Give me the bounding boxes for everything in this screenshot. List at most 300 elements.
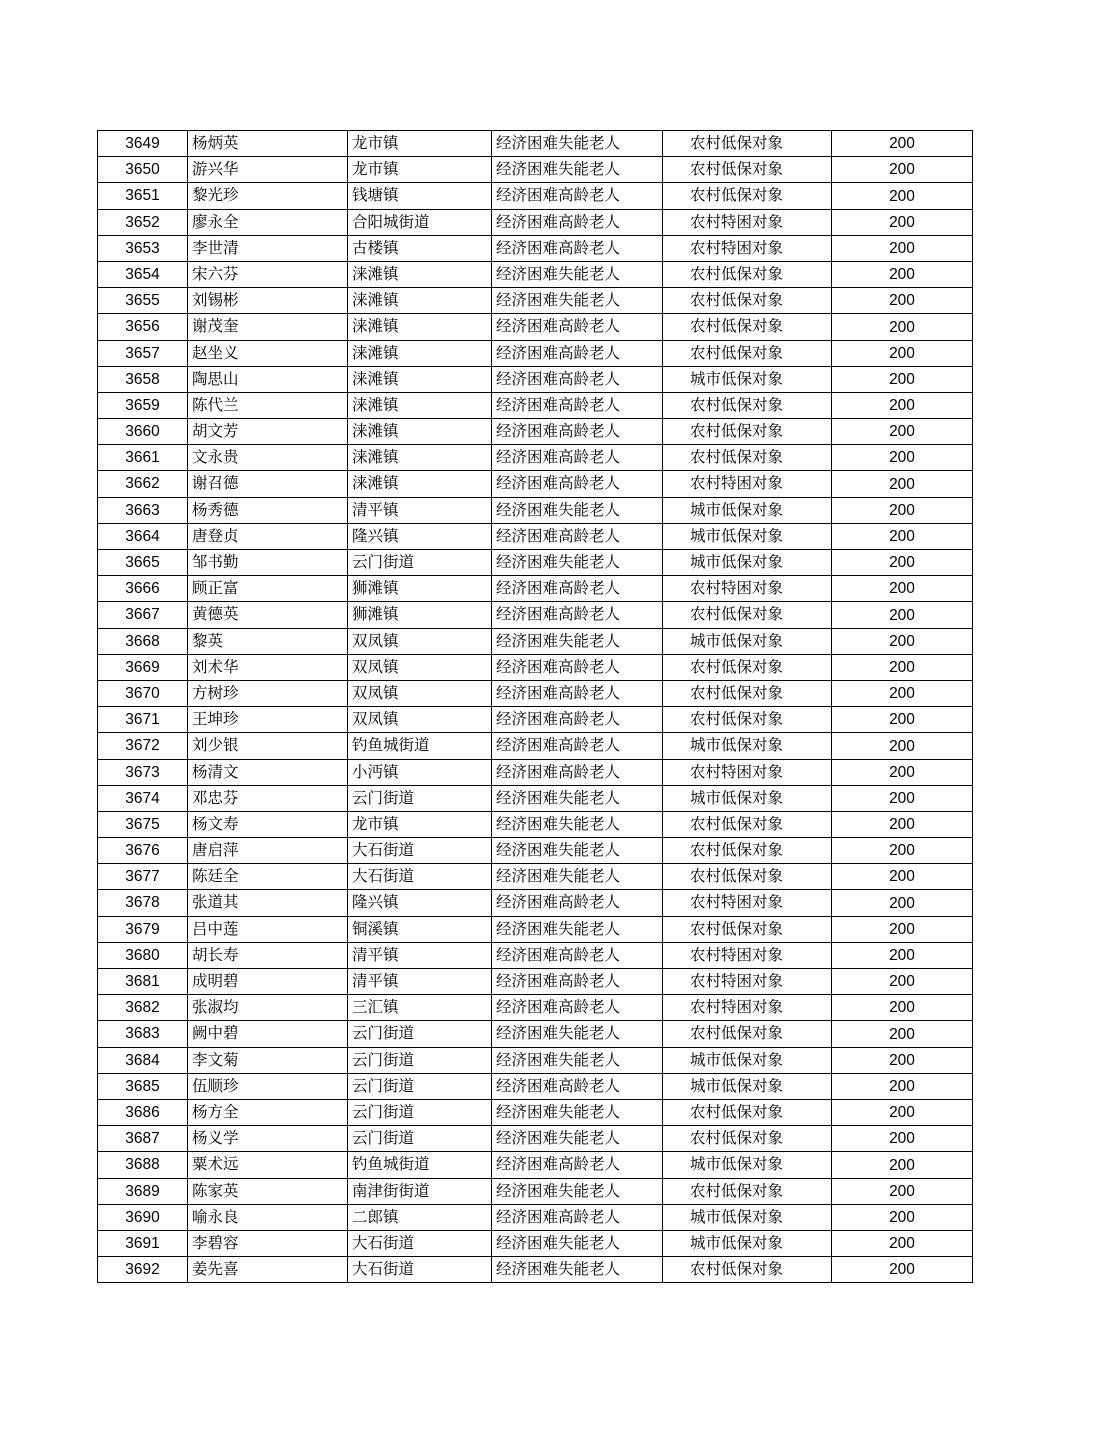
- category-cell: 经济困难失能老人: [492, 916, 663, 942]
- table-row: [98, 1099, 973, 1125]
- category-cell: 经济困难高龄老人: [492, 445, 663, 471]
- name-cell: 黎光珍: [188, 183, 348, 209]
- category-cell: 经济困难失能老人: [492, 864, 663, 890]
- name-cell: 唐登贞: [188, 523, 348, 549]
- name-cell: 王坤珍: [188, 707, 348, 733]
- category-cell: 经济困难高龄老人: [492, 602, 663, 628]
- name-cell: 阙中碧: [188, 1021, 348, 1047]
- row-number-cell: 3683: [98, 1021, 188, 1047]
- table-row: [98, 838, 973, 864]
- row-number-cell: 3680: [98, 942, 188, 968]
- table-row: [98, 1073, 973, 1099]
- name-cell: 廖永全: [188, 209, 348, 235]
- amount-cell: 200: [832, 1073, 973, 1099]
- table-row: [98, 942, 973, 968]
- table-row: [98, 209, 973, 235]
- row-number-cell: 3687: [98, 1126, 188, 1152]
- row-number-cell: 3690: [98, 1204, 188, 1230]
- row-number-cell: 3669: [98, 654, 188, 680]
- category-cell: 经济困难失能老人: [492, 550, 663, 576]
- town-cell: 三汇镇: [348, 995, 492, 1021]
- amount-cell: 200: [832, 628, 973, 654]
- table-row: [98, 523, 973, 549]
- table-row: [98, 1178, 973, 1204]
- row-number-cell: 3651: [98, 183, 188, 209]
- town-cell: 龙市镇: [348, 811, 492, 837]
- table-row: [98, 471, 973, 497]
- name-cell: 顾正富: [188, 576, 348, 602]
- category-cell: 经济困难失能老人: [492, 1230, 663, 1256]
- amount-cell: 200: [832, 733, 973, 759]
- table-row: [98, 759, 973, 785]
- town-cell: 清平镇: [348, 969, 492, 995]
- assistance-type-cell: 农村低保对象: [663, 340, 832, 366]
- row-number-cell: 3660: [98, 419, 188, 445]
- name-cell: 邹书勤: [188, 550, 348, 576]
- row-number-cell: 3682: [98, 995, 188, 1021]
- town-cell: 云门街道: [348, 785, 492, 811]
- table-row: [98, 550, 973, 576]
- assistance-type-cell: 农村低保对象: [663, 419, 832, 445]
- name-cell: 张道其: [188, 890, 348, 916]
- category-cell: 经济困难失能老人: [492, 1126, 663, 1152]
- table-row: [98, 890, 973, 916]
- town-cell: 云门街道: [348, 1073, 492, 1099]
- row-number-cell: 3672: [98, 733, 188, 759]
- name-cell: 杨炳英: [188, 131, 348, 157]
- row-number-cell: 3677: [98, 864, 188, 890]
- assistance-type-cell: 城市低保对象: [663, 366, 832, 392]
- roster-body: [98, 131, 973, 1283]
- assistance-type-cell: 农村特困对象: [663, 995, 832, 1021]
- town-cell: 狮滩镇: [348, 602, 492, 628]
- category-cell: 经济困难高龄老人: [492, 523, 663, 549]
- row-number-cell: 3691: [98, 1230, 188, 1256]
- category-cell: 经济困难高龄老人: [492, 366, 663, 392]
- category-cell: 经济困难高龄老人: [492, 471, 663, 497]
- assistance-type-cell: 城市低保对象: [663, 1047, 832, 1073]
- category-cell: 经济困难高龄老人: [492, 680, 663, 706]
- town-cell: 隆兴镇: [348, 523, 492, 549]
- amount-cell: 200: [832, 890, 973, 916]
- assistance-type-cell: 农村低保对象: [663, 1178, 832, 1204]
- assistance-type-cell: 城市低保对象: [663, 1152, 832, 1178]
- category-cell: 经济困难高龄老人: [492, 942, 663, 968]
- amount-cell: 200: [832, 942, 973, 968]
- category-cell: 经济困难失能老人: [492, 785, 663, 811]
- table-row: [98, 733, 973, 759]
- town-cell: 云门街道: [348, 550, 492, 576]
- assistance-type-cell: 农村特困对象: [663, 209, 832, 235]
- category-cell: 经济困难高龄老人: [492, 392, 663, 418]
- category-cell: 经济困难高龄老人: [492, 890, 663, 916]
- table-row: [98, 183, 973, 209]
- town-cell: 涞滩镇: [348, 471, 492, 497]
- row-number-cell: 3662: [98, 471, 188, 497]
- row-number-cell: 3649: [98, 131, 188, 157]
- name-cell: 粟术远: [188, 1152, 348, 1178]
- assistance-type-cell: 农村低保对象: [663, 654, 832, 680]
- amount-cell: 200: [832, 314, 973, 340]
- category-cell: 经济困难高龄老人: [492, 969, 663, 995]
- assistance-type-cell: 农村低保对象: [663, 838, 832, 864]
- assistance-type-cell: 农村低保对象: [663, 811, 832, 837]
- amount-cell: 200: [832, 707, 973, 733]
- town-cell: 隆兴镇: [348, 890, 492, 916]
- row-number-cell: 3671: [98, 707, 188, 733]
- row-number-cell: 3665: [98, 550, 188, 576]
- amount-cell: 200: [832, 1178, 973, 1204]
- assistance-type-cell: 农村低保对象: [663, 314, 832, 340]
- row-number-cell: 3654: [98, 261, 188, 287]
- assistance-type-cell: 农村特困对象: [663, 235, 832, 261]
- table-row: [98, 680, 973, 706]
- category-cell: 经济困难高龄老人: [492, 183, 663, 209]
- assistance-type-cell: 城市低保对象: [663, 1204, 832, 1230]
- name-cell: 陶思山: [188, 366, 348, 392]
- assistance-type-cell: 城市低保对象: [663, 1073, 832, 1099]
- row-number-cell: 3678: [98, 890, 188, 916]
- amount-cell: 200: [832, 1230, 973, 1256]
- table-row: [98, 811, 973, 837]
- town-cell: 双凤镇: [348, 628, 492, 654]
- amount-cell: 200: [832, 602, 973, 628]
- name-cell: 邓忠芬: [188, 785, 348, 811]
- amount-cell: 200: [832, 1204, 973, 1230]
- name-cell: 李碧容: [188, 1230, 348, 1256]
- town-cell: 双凤镇: [348, 680, 492, 706]
- row-number-cell: 3684: [98, 1047, 188, 1073]
- name-cell: 杨秀德: [188, 497, 348, 523]
- assistance-type-cell: 农村低保对象: [663, 1257, 832, 1283]
- town-cell: 大石街道: [348, 838, 492, 864]
- name-cell: 谢召德: [188, 471, 348, 497]
- amount-cell: 200: [832, 340, 973, 366]
- row-number-cell: 3676: [98, 838, 188, 864]
- amount-cell: 200: [832, 209, 973, 235]
- assistance-type-cell: 农村低保对象: [663, 183, 832, 209]
- town-cell: 云门街道: [348, 1126, 492, 1152]
- amount-cell: 200: [832, 1257, 973, 1283]
- amount-cell: 200: [832, 576, 973, 602]
- amount-cell: 200: [832, 654, 973, 680]
- amount-cell: 200: [832, 969, 973, 995]
- assistance-type-cell: 城市低保对象: [663, 497, 832, 523]
- row-number-cell: 3667: [98, 602, 188, 628]
- row-number-cell: 3657: [98, 340, 188, 366]
- name-cell: 游兴华: [188, 157, 348, 183]
- assistance-type-cell: 农村低保对象: [663, 1126, 832, 1152]
- row-number-cell: 3692: [98, 1257, 188, 1283]
- category-cell: 经济困难失能老人: [492, 1178, 663, 1204]
- name-cell: 刘锡彬: [188, 288, 348, 314]
- town-cell: 双凤镇: [348, 707, 492, 733]
- name-cell: 伍顺珍: [188, 1073, 348, 1099]
- assistance-type-cell: 农村低保对象: [663, 864, 832, 890]
- amount-cell: 200: [832, 183, 973, 209]
- name-cell: 刘少银: [188, 733, 348, 759]
- category-cell: 经济困难失能老人: [492, 497, 663, 523]
- name-cell: 陈代兰: [188, 392, 348, 418]
- table-row: [98, 864, 973, 890]
- name-cell: 赵坐义: [188, 340, 348, 366]
- amount-cell: 200: [832, 759, 973, 785]
- row-number-cell: 3674: [98, 785, 188, 811]
- name-cell: 胡文芳: [188, 419, 348, 445]
- name-cell: 胡长寿: [188, 942, 348, 968]
- category-cell: 经济困难高龄老人: [492, 209, 663, 235]
- town-cell: 大石街道: [348, 1230, 492, 1256]
- subsidy-roster-table: [97, 130, 973, 1283]
- name-cell: 杨义学: [188, 1126, 348, 1152]
- town-cell: 清平镇: [348, 497, 492, 523]
- category-cell: 经济困难高龄老人: [492, 759, 663, 785]
- town-cell: 云门街道: [348, 1021, 492, 1047]
- row-number-cell: 3670: [98, 680, 188, 706]
- amount-cell: 200: [832, 864, 973, 890]
- assistance-type-cell: 农村特困对象: [663, 890, 832, 916]
- assistance-type-cell: 农村特困对象: [663, 969, 832, 995]
- row-number-cell: 3656: [98, 314, 188, 340]
- amount-cell: 200: [832, 1152, 973, 1178]
- name-cell: 姜先喜: [188, 1257, 348, 1283]
- assistance-type-cell: 农村低保对象: [663, 445, 832, 471]
- town-cell: 铜溪镇: [348, 916, 492, 942]
- amount-cell: 200: [832, 680, 973, 706]
- name-cell: 吕中莲: [188, 916, 348, 942]
- name-cell: 成明碧: [188, 969, 348, 995]
- row-number-cell: 3668: [98, 628, 188, 654]
- row-number-cell: 3664: [98, 523, 188, 549]
- name-cell: 杨方全: [188, 1099, 348, 1125]
- table-row: [98, 419, 973, 445]
- row-number-cell: 3650: [98, 157, 188, 183]
- name-cell: 李文菊: [188, 1047, 348, 1073]
- row-number-cell: 3655: [98, 288, 188, 314]
- amount-cell: 200: [832, 785, 973, 811]
- name-cell: 刘术华: [188, 654, 348, 680]
- amount-cell: 200: [832, 471, 973, 497]
- name-cell: 喻永良: [188, 1204, 348, 1230]
- town-cell: 小沔镇: [348, 759, 492, 785]
- town-cell: 大石街道: [348, 864, 492, 890]
- assistance-type-cell: 城市低保对象: [663, 628, 832, 654]
- table-row: [98, 1047, 973, 1073]
- row-number-cell: 3652: [98, 209, 188, 235]
- row-number-cell: 3689: [98, 1178, 188, 1204]
- category-cell: 经济困难高龄老人: [492, 995, 663, 1021]
- category-cell: 经济困难高龄老人: [492, 340, 663, 366]
- category-cell: 经济困难失能老人: [492, 1047, 663, 1073]
- table-row: [98, 157, 973, 183]
- category-cell: 经济困难高龄老人: [492, 576, 663, 602]
- town-cell: 钓鱼城街道: [348, 733, 492, 759]
- category-cell: 经济困难失能老人: [492, 131, 663, 157]
- row-number-cell: 3666: [98, 576, 188, 602]
- category-cell: 经济困难失能老人: [492, 1099, 663, 1125]
- amount-cell: 200: [832, 419, 973, 445]
- table-row: [98, 969, 973, 995]
- row-number-cell: 3663: [98, 497, 188, 523]
- town-cell: 大石街道: [348, 1257, 492, 1283]
- table-row: [98, 628, 973, 654]
- assistance-type-cell: 城市低保对象: [663, 1230, 832, 1256]
- assistance-type-cell: 农村低保对象: [663, 288, 832, 314]
- town-cell: 二郎镇: [348, 1204, 492, 1230]
- table-row: [98, 1126, 973, 1152]
- town-cell: 钓鱼城街道: [348, 1152, 492, 1178]
- assistance-type-cell: 农村低保对象: [663, 1099, 832, 1125]
- name-cell: 杨清文: [188, 759, 348, 785]
- town-cell: 古楼镇: [348, 235, 492, 261]
- amount-cell: 200: [832, 261, 973, 287]
- name-cell: 陈家英: [188, 1178, 348, 1204]
- amount-cell: 200: [832, 1099, 973, 1125]
- assistance-type-cell: 农村低保对象: [663, 707, 832, 733]
- town-cell: 涞滩镇: [348, 392, 492, 418]
- category-cell: 经济困难高龄老人: [492, 419, 663, 445]
- category-cell: 经济困难高龄老人: [492, 1152, 663, 1178]
- amount-cell: 200: [832, 1021, 973, 1047]
- amount-cell: 200: [832, 523, 973, 549]
- assistance-type-cell: 农村低保对象: [663, 680, 832, 706]
- category-cell: 经济困难失能老人: [492, 261, 663, 287]
- table-row: [98, 497, 973, 523]
- category-cell: 经济困难失能老人: [492, 838, 663, 864]
- amount-cell: 200: [832, 392, 973, 418]
- table-row: [98, 288, 973, 314]
- row-number-cell: 3681: [98, 969, 188, 995]
- amount-cell: 200: [832, 838, 973, 864]
- name-cell: 唐启萍: [188, 838, 348, 864]
- table-row: [98, 131, 973, 157]
- town-cell: 涞滩镇: [348, 445, 492, 471]
- town-cell: 涞滩镇: [348, 261, 492, 287]
- table-row: [98, 235, 973, 261]
- assistance-type-cell: 农村低保对象: [663, 916, 832, 942]
- row-number-cell: 3653: [98, 235, 188, 261]
- assistance-type-cell: 农村特困对象: [663, 942, 832, 968]
- category-cell: 经济困难高龄老人: [492, 314, 663, 340]
- town-cell: 云门街道: [348, 1099, 492, 1125]
- row-number-cell: 3658: [98, 366, 188, 392]
- name-cell: 宋六芬: [188, 261, 348, 287]
- name-cell: 李世清: [188, 235, 348, 261]
- row-number-cell: 3659: [98, 392, 188, 418]
- assistance-type-cell: 农村低保对象: [663, 1021, 832, 1047]
- town-cell: 涞滩镇: [348, 288, 492, 314]
- category-cell: 经济困难失能老人: [492, 157, 663, 183]
- amount-cell: 200: [832, 995, 973, 1021]
- assistance-type-cell: 农村低保对象: [663, 602, 832, 628]
- town-cell: 龙市镇: [348, 157, 492, 183]
- table-row: [98, 1257, 973, 1283]
- assistance-type-cell: 农村低保对象: [663, 261, 832, 287]
- amount-cell: 200: [832, 550, 973, 576]
- assistance-type-cell: 农村低保对象: [663, 392, 832, 418]
- category-cell: 经济困难高龄老人: [492, 654, 663, 680]
- town-cell: 合阳城街道: [348, 209, 492, 235]
- town-cell: 双凤镇: [348, 654, 492, 680]
- assistance-type-cell: 城市低保对象: [663, 523, 832, 549]
- table-row: [98, 785, 973, 811]
- town-cell: 龙市镇: [348, 131, 492, 157]
- name-cell: 杨文寿: [188, 811, 348, 837]
- town-cell: 钱塘镇: [348, 183, 492, 209]
- table-row: [98, 576, 973, 602]
- row-number-cell: 3686: [98, 1099, 188, 1125]
- amount-cell: 200: [832, 916, 973, 942]
- category-cell: 经济困难失能老人: [492, 1257, 663, 1283]
- town-cell: 云门街道: [348, 1047, 492, 1073]
- assistance-type-cell: 城市低保对象: [663, 550, 832, 576]
- category-cell: 经济困难高龄老人: [492, 733, 663, 759]
- table-row: [98, 392, 973, 418]
- assistance-type-cell: 农村特困对象: [663, 576, 832, 602]
- table-row: [98, 1204, 973, 1230]
- table-row: [98, 654, 973, 680]
- row-number-cell: 3675: [98, 811, 188, 837]
- town-cell: 涞滩镇: [348, 314, 492, 340]
- category-cell: 经济困难高龄老人: [492, 1073, 663, 1099]
- category-cell: 经济困难失能老人: [492, 288, 663, 314]
- town-cell: 清平镇: [348, 942, 492, 968]
- row-number-cell: 3673: [98, 759, 188, 785]
- table-row: [98, 1152, 973, 1178]
- amount-cell: 200: [832, 811, 973, 837]
- assistance-type-cell: 农村低保对象: [663, 131, 832, 157]
- table-row: [98, 916, 973, 942]
- assistance-type-cell: 城市低保对象: [663, 733, 832, 759]
- amount-cell: 200: [832, 1126, 973, 1152]
- name-cell: 黎英: [188, 628, 348, 654]
- table-row: [98, 261, 973, 287]
- name-cell: 张淑均: [188, 995, 348, 1021]
- amount-cell: 200: [832, 366, 973, 392]
- town-cell: 涞滩镇: [348, 419, 492, 445]
- amount-cell: 200: [832, 1047, 973, 1073]
- category-cell: 经济困难失能老人: [492, 1021, 663, 1047]
- town-cell: 狮滩镇: [348, 576, 492, 602]
- category-cell: 经济困难高龄老人: [492, 235, 663, 261]
- table-row: [98, 1230, 973, 1256]
- town-cell: 涞滩镇: [348, 340, 492, 366]
- row-number-cell: 3688: [98, 1152, 188, 1178]
- table-row: [98, 445, 973, 471]
- town-cell: 涞滩镇: [348, 366, 492, 392]
- table-row: [98, 340, 973, 366]
- name-cell: 黄德英: [188, 602, 348, 628]
- category-cell: 经济困难失能老人: [492, 628, 663, 654]
- table-row: [98, 314, 973, 340]
- name-cell: 方树珍: [188, 680, 348, 706]
- name-cell: 谢茂奎: [188, 314, 348, 340]
- category-cell: 经济困难失能老人: [492, 811, 663, 837]
- assistance-type-cell: 城市低保对象: [663, 785, 832, 811]
- table-row: [98, 1021, 973, 1047]
- amount-cell: 200: [832, 157, 973, 183]
- table-row: [98, 366, 973, 392]
- table-row: [98, 995, 973, 1021]
- table-row: [98, 602, 973, 628]
- amount-cell: 200: [832, 235, 973, 261]
- assistance-type-cell: 农村特困对象: [663, 471, 832, 497]
- town-cell: 南津街街道: [348, 1178, 492, 1204]
- amount-cell: 200: [832, 497, 973, 523]
- name-cell: 陈廷全: [188, 864, 348, 890]
- row-number-cell: 3661: [98, 445, 188, 471]
- category-cell: 经济困难高龄老人: [492, 1204, 663, 1230]
